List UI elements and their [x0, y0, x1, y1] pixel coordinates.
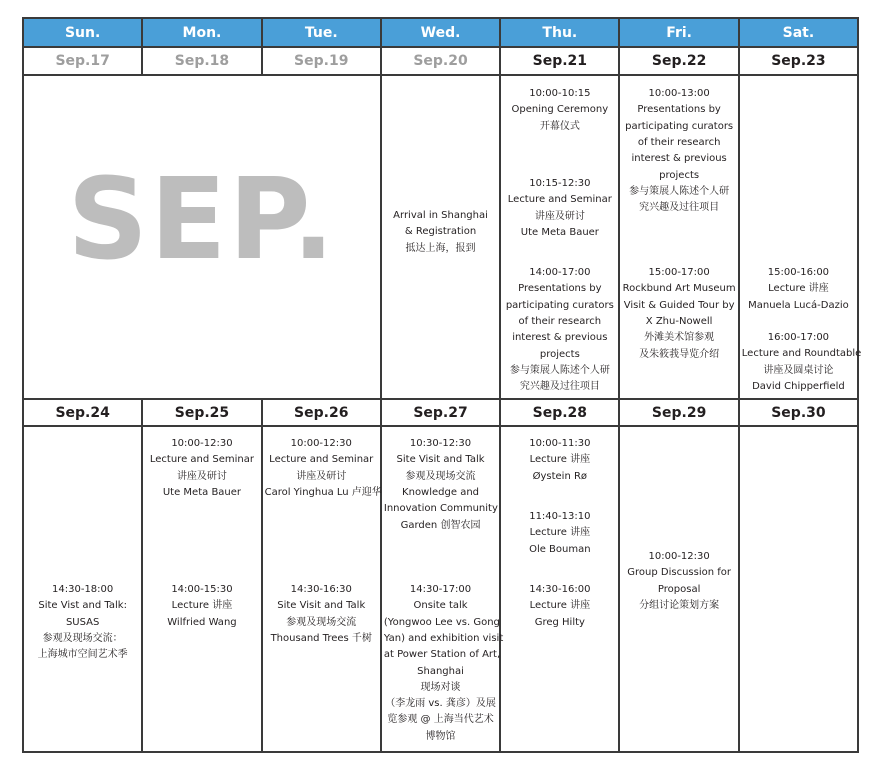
event-line: David Chipperfield [752, 381, 845, 393]
week1-events-row [23, 75, 858, 399]
event-line: 讲座及研讨 [176, 470, 227, 482]
event-line: 14:00-15:30 [171, 584, 233, 596]
event-line: Group Discussion for [627, 567, 731, 579]
month-mark-cell [23, 75, 381, 399]
month-mark: SEP. [67, 155, 337, 286]
event-line: X Zhu-Nowell [645, 316, 713, 328]
date-label: Sep.28 [500, 399, 619, 426]
day-cell-wed [381, 426, 504, 752]
event-block [503, 86, 616, 135]
event-line: Shanghai [417, 665, 464, 677]
event-line: Innovation Community [383, 503, 498, 515]
event-line: 10:00-12:30 [171, 438, 233, 450]
date-label: Sep.30 [739, 399, 858, 426]
event-line: Presentations by [637, 104, 721, 116]
date-label: Sep.19 [262, 47, 381, 75]
event-block [503, 509, 616, 558]
event-line: Lecture 讲座 [529, 527, 591, 539]
event-block [503, 436, 616, 485]
event-line: Lecture and Seminar [507, 194, 612, 206]
event-line: 讲座及研讨 [296, 470, 347, 482]
weekday-header: Mon. [142, 18, 261, 47]
event-line: 博物馆 [425, 730, 456, 742]
event-line: SUSAS [65, 616, 100, 628]
event-line: 参观及现场交流 [405, 470, 476, 482]
event-line: Lecture and Roundtable [741, 348, 862, 360]
weekday-header: Fri. [619, 18, 738, 47]
event-line: Thousand Trees 千树 [270, 632, 372, 644]
weekday-header: Tue. [262, 18, 381, 47]
event-line: Knowledge and [402, 486, 480, 498]
event-block [503, 582, 616, 631]
event-block [742, 265, 855, 314]
event-line: interest & previous [512, 332, 608, 344]
event-line: Lecture 讲座 [171, 600, 233, 612]
date-label: Sep.20 [381, 47, 500, 75]
event-line: Site Vist and Talk: [38, 600, 127, 612]
event-line: Lecture and Seminar [149, 454, 254, 466]
weekday-header: Sat. [739, 18, 858, 47]
event-line: 究兴趣及过往项目 [639, 202, 720, 214]
event-block [622, 549, 735, 614]
event-line: 14:30-18:00 [52, 584, 114, 596]
event-line: & Registration [404, 226, 477, 238]
event-block [265, 582, 378, 647]
weekday-header: Wed. [381, 18, 500, 47]
event-line: Ute Meta Bauer [162, 486, 242, 498]
event-line: 参观及现场交流 [286, 616, 357, 628]
week1-date-row [23, 47, 858, 75]
event-line: Ole Bouman [529, 543, 591, 555]
event-block [384, 208, 497, 257]
event-block [503, 176, 616, 241]
event-line: 抵达上海，报到 [405, 242, 476, 254]
event-line: Opening Ceremony [511, 104, 609, 116]
event-block [741, 330, 862, 395]
event-line: 14:00-17:00 [529, 267, 591, 279]
event-line: projects [539, 348, 580, 360]
event-line: Rockbund Art Museum [622, 283, 736, 295]
event-line: 究兴趣及过往项目 [519, 381, 600, 393]
event-line: 现场对谈 [420, 681, 461, 693]
day-cell-mon [142, 426, 261, 752]
event-line: Lecture 讲座 [529, 600, 591, 612]
day-cell-thu [500, 426, 619, 752]
event-block [383, 582, 504, 745]
event-line: 11:40-13:10 [529, 511, 591, 523]
event-line: Greg Hilty [534, 616, 585, 628]
event-block [145, 582, 258, 631]
event-block [622, 265, 735, 363]
event-line: Site Visit and Talk [396, 454, 485, 466]
event-line: 参观及现场交流： [42, 632, 123, 644]
event-line: 16:00-17:00 [767, 332, 830, 344]
event-line: interest & previous [631, 153, 727, 165]
event-line: Ute Meta Bauer [520, 227, 599, 239]
date-label: Sep.21 [500, 47, 619, 75]
event-line: of their research [518, 316, 602, 328]
event-line: Arrival in Shanghai [393, 210, 488, 222]
date-label: Sep.24 [23, 399, 142, 426]
event-line: 15:00-16:00 [767, 267, 830, 279]
event-line: (Yongwoo Lee vs. Gong [383, 616, 500, 628]
event-line: Yan) and exhibition visit [383, 632, 504, 644]
event-line: 10:00-12:30 [648, 551, 710, 563]
event-block [503, 265, 616, 395]
event-block [145, 436, 258, 501]
date-label: Sep.22 [619, 47, 738, 75]
event-line: at Power Station of Art, [383, 649, 501, 661]
event-line: Visit & Guided Tour by [623, 299, 735, 311]
weekday-header: Sun. [23, 18, 142, 47]
event-line: 10:30-12:30 [409, 438, 472, 450]
event-block [384, 436, 497, 534]
event-line: （李龙雨 vs. 龚彦）及展 [385, 698, 496, 710]
day-cell-fri [619, 426, 738, 752]
day-cell-sun [23, 426, 142, 752]
date-label: Sep.18 [142, 47, 261, 75]
event-line: 讲座及研讨 [534, 210, 585, 222]
event-line: Manuela Lucá-Dazio [748, 299, 849, 311]
event-line: 讲座及圆桌讨论 [763, 364, 834, 376]
event-line: Proposal [657, 583, 701, 595]
event-line: Onsite talk [413, 600, 468, 612]
event-line: Garden 创智农园 [400, 519, 481, 531]
event-line: 上海城市空间艺术季 [37, 649, 128, 661]
event-line: 14:30-17:00 [409, 584, 472, 596]
event-line: 及朱筱莪导览介绍 [639, 348, 720, 360]
date-label: Sep.23 [739, 47, 858, 75]
event-line: 14:30-16:30 [290, 584, 352, 596]
event-line: Carol Yinghua Lu 卢迎华 [264, 486, 382, 498]
event-line: participating curators [625, 120, 734, 132]
event-line: Lecture 讲座 [529, 454, 591, 466]
week2-date-row [23, 399, 858, 426]
event-line: projects [659, 169, 700, 181]
event-line: 分组讨论策划方案 [639, 599, 720, 611]
event-line: 10:00-10:15 [529, 88, 591, 100]
date-label: Sep.17 [23, 47, 142, 75]
event-block [622, 86, 735, 216]
event-line: participating curators [505, 299, 614, 311]
event-line: 参与策展人陈述个人研 [509, 364, 610, 376]
event-line: Site Visit and Talk [277, 600, 366, 612]
date-label: Sep.27 [381, 399, 500, 426]
weekday-header-row [23, 18, 858, 47]
event-line: 10:00-12:30 [290, 438, 352, 450]
event-line: of their research [637, 137, 721, 149]
schedule-calendar [22, 17, 862, 753]
event-line: 参与策展人陈述个人研 [629, 185, 730, 197]
event-line: 10:15-12:30 [529, 178, 591, 190]
event-block [26, 582, 139, 663]
event-line: Lecture 讲座 [768, 283, 829, 295]
event-line: 15:00-17:00 [648, 267, 710, 279]
event-line: Wilfried Wang [167, 616, 237, 628]
day-cell-thu [500, 75, 619, 399]
event-line: 10:00-11:30 [529, 438, 591, 450]
week2-events-row [23, 426, 858, 752]
event-line: Presentations by [518, 283, 602, 295]
event-line: 14:30-16:00 [529, 584, 591, 596]
date-label: Sep.25 [142, 399, 261, 426]
day-cell-wed [381, 75, 500, 399]
event-line: 10:00-13:00 [648, 88, 710, 100]
day-cell-sat [739, 426, 858, 752]
event-block [264, 436, 382, 501]
event-line: 览参观 @ 上海当代艺术 [387, 714, 494, 726]
event-line: 外滩美术馆参观 [644, 332, 715, 344]
event-line: 开幕仪式 [539, 120, 580, 132]
weekday-header: Thu. [500, 18, 619, 47]
day-cell-tue [262, 426, 381, 752]
day-cell-fri [619, 75, 738, 399]
day-cell-sat [739, 75, 862, 399]
date-label: Sep.29 [619, 399, 738, 426]
event-line: Øystein Rø [532, 470, 588, 482]
date-label: Sep.26 [262, 399, 381, 426]
event-line: Lecture and Seminar [269, 454, 374, 466]
